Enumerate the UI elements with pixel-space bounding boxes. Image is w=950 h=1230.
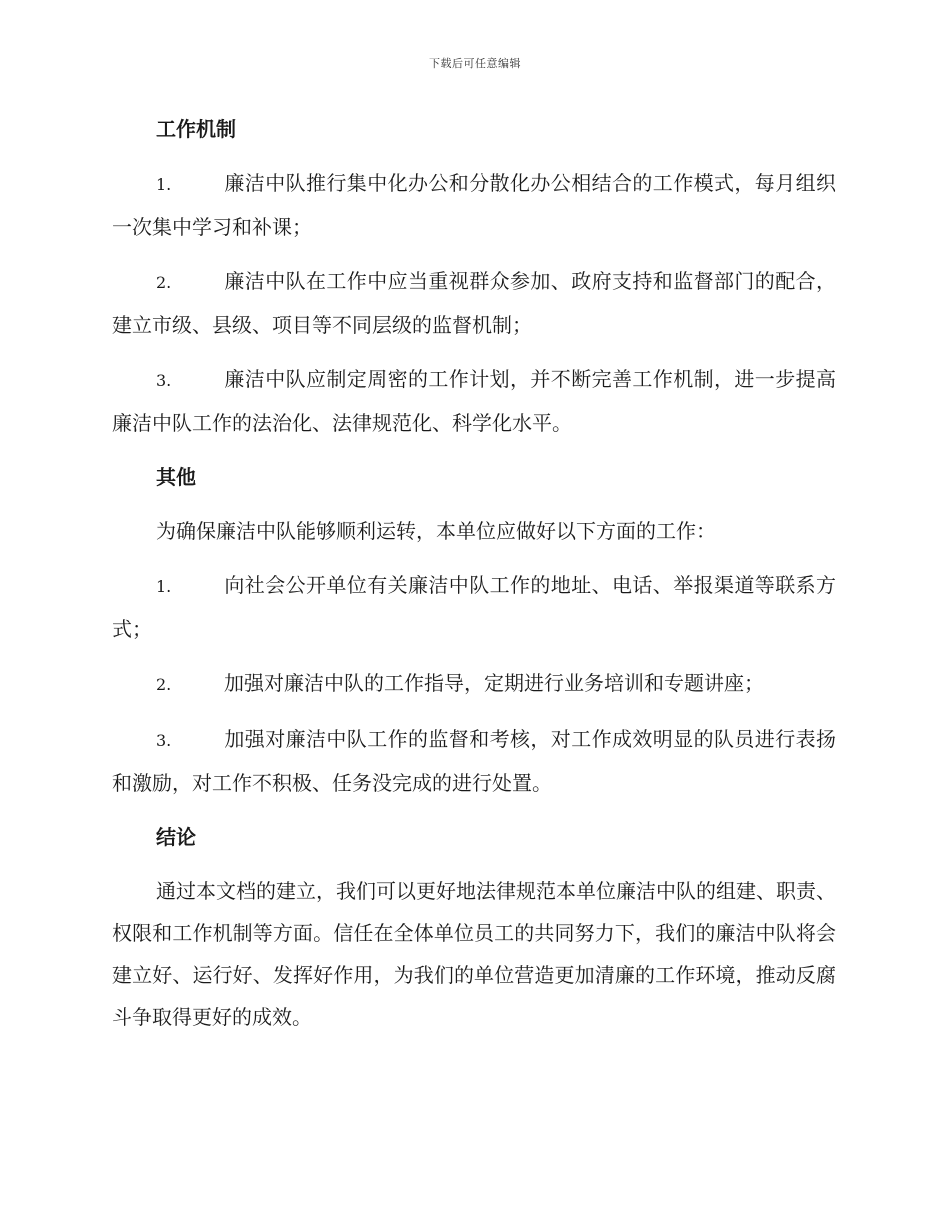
list-item-text: 廉洁中队在工作中应当重视群众参加、政府支持和监督部门的配合，建立市级、县级、项目等不同层级的监督机制； [112,269,836,337]
list-item-text: 加强对廉洁中队工作的监督和考核，对工作成效明显的队员进行表扬和激励，对工作不积极、任务没完成的进行处置。 [112,727,836,795]
conclusion-paragraph: 通过本文档的建立，我们可以更好地法律规范本单位廉洁中队的组建、职责、权限和工作机制等方面。信任在全体单位员工的共同努力下，我们的廉洁中队将会建立好、运行好、发挥好作用，为我们的单位营造更加清廉的工作环境，推动反腐斗争取得更好的成效。 [112,879,836,1029]
header-note: 下载后可任意编辑 [429,57,521,70]
section-title-other: 其他 [156,465,196,489]
list-item-number: 1. [156,175,172,194]
list-item [112,162,836,248]
section-title-work-mechanism: 工作机制 [156,117,236,141]
list-item-number: 3. [156,731,172,750]
list-item-number: 2. [156,273,172,292]
list-item [112,662,836,706]
list-item-text: 向社会公开单位有关廉洁中队工作的地址、电话、举报渠道等联系方式； [112,573,836,641]
list-item-text: 加强对廉洁中队的工作指导，定期进行业务培训和专题讲座； [224,671,764,695]
list-item-number: 2. [156,675,172,694]
list-item-number: 3. [156,371,172,390]
section-intro-other: 为确保廉洁中队能够顺利运转，本单位应做好以下方面的工作： [156,519,716,543]
list-item [112,564,836,650]
document-body [112,108,836,1050]
list-item [112,358,836,444]
list-item [112,260,836,346]
list-item-text: 廉洁中队应制定周密的工作计划，并不断完善工作机制，进一步提高廉洁中队工作的法治化、法律规范化、科学化水平。 [112,367,836,435]
list-item-text: 廉洁中队推行集中化办公和分散化办公相结合的工作模式，每月组织一次集中学习和补课； [112,171,836,239]
section-title-conclusion: 结论 [156,825,196,849]
list-item [112,718,836,804]
list-item-number: 1. [156,577,172,596]
